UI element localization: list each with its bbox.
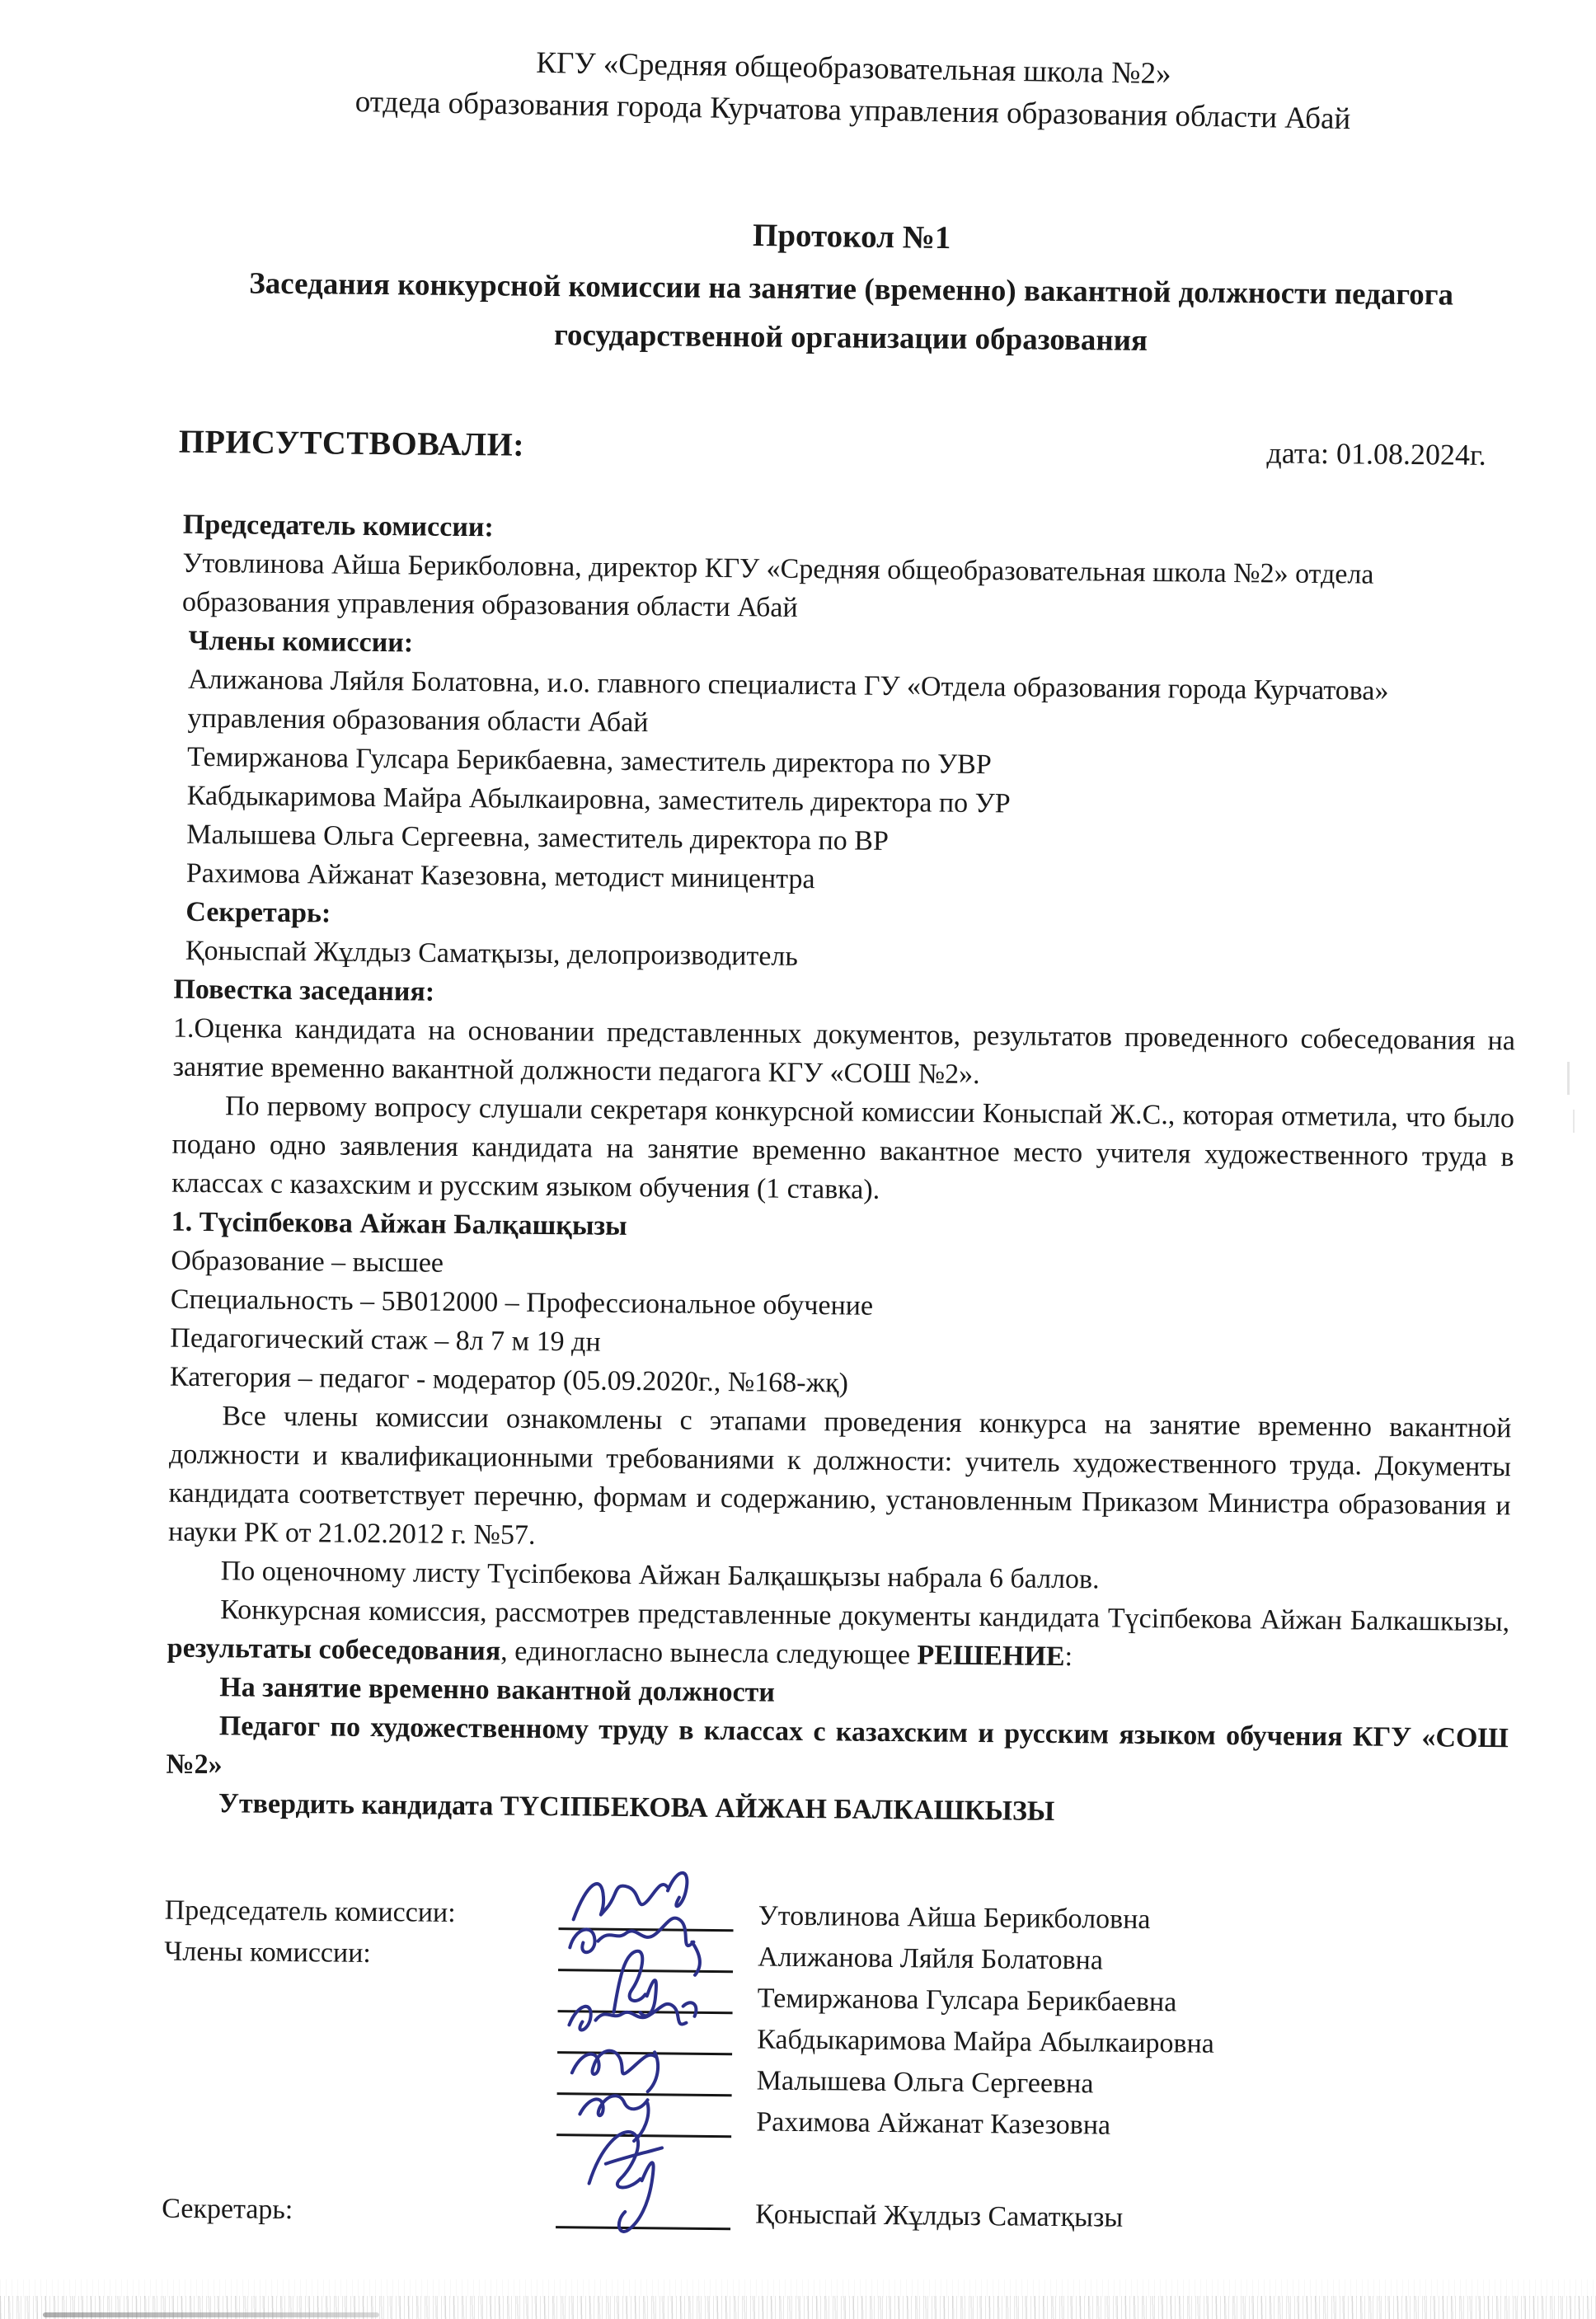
signature-label-empty [162,2133,556,2137]
member-line: Темиржанова Гулсара Берикбаевна, заместитель директора по УВР [186,741,992,781]
org-name-line2: отдеда образования города Курчатова управления образования области Абай [354,84,1351,137]
candidate-specialty: Специальность – 5В012000 – Профессиональное обучение [170,1284,874,1321]
signature-name: Алижанова Ляйля Болатовна [758,1941,1104,1976]
signature-name: Темиржанова Гулсара Берикбаевна [757,1983,1177,2018]
signature-label-chair: Председатель комиссии: [164,1894,456,1928]
signature-line [556,2178,731,2230]
signature-row-secretary [162,2177,1504,2238]
scan-noise-band [0,2279,1596,2298]
decision-line-1: На занятие временно вакантной должности [219,1672,776,1708]
agenda-label: Повестка заседания: [173,974,435,1007]
chair-label: Председатель комиссии: [182,509,494,543]
signature-label-secretary: Секретарь: [162,2193,293,2226]
attended-label: ПРИСУТСТВОВАЛИ: [178,422,525,463]
date-label: дата: 01.08.2024г. [1266,436,1486,472]
document-body [166,505,1520,1836]
scan-corner-smudge [43,2312,379,2317]
signature-name: Рахимова Айжанат Казезовна [756,2106,1111,2141]
paragraph-decision-intro [167,1590,1510,1681]
decision-intro-colon: : [1064,1641,1073,1673]
candidate-heading: 1. Түсіпбекова Айжан Балқашқызы [171,1206,627,1242]
signature-name: Кабдыкаримова Майра Абылкаировна [757,2024,1215,2059]
member-line: Малышева Ольга Сергеевна, заместитель директора по ВР [186,819,890,857]
scan-edge-artifact [1567,1062,1570,1095]
members-label: Члены комиссии: [188,625,414,659]
candidate-education: Образование – высшее [171,1245,444,1279]
protocol-title: Протокол №1 [752,217,951,256]
member-line: Кабдыкаримова Майра Абылкаировна, заместитель директора по УР [186,780,1011,819]
signature-name: Малышева Ольга Сергеевна [756,2065,1094,2100]
candidate-experience: Педагогический стаж – 8л 7 м 19 дн [170,1322,601,1358]
paragraph-requirements: Все члены комиссии ознакомлены с этапами проведения конкурса на занятие временно вакантной должности и квалификационными требованиями к должности: учитель художественного труда. Документы кандидата соответствует перечню, формам и содержанию, установленным Приказом Министра образования и науки РК от 21.02.2012 г. №57. [167,1401,1512,1551]
signature-label-members: Члены комиссии: [164,1936,371,1969]
decision-line-2: Педагог по художественному труду в классах с казахским и русским языком обучения КГУ «СОШ №2» [166,1711,1509,1781]
candidate-category: Категория – педагог - модератор (05.09.2020г., №168-жқ) [169,1361,849,1399]
signature-konyspay-ink [559,2114,716,2239]
protocol-subtitle: Заседания конкурсной комиссии на занятие (временно) вакантной должности педагога государственной организации образования [249,266,1454,358]
signature-name: Утовлинова Айша Берикболовна [758,1900,1151,1936]
decision-intro-bold-reshenie: РЕШЕНИЕ [917,1640,1065,1673]
org-name-line1: КГУ «Средняя общеобразовательная школа №2» [535,45,1171,92]
agenda-item-1: 1.Оценка кандидата на основании представленных документов, результатов проведенного собеседования на занятие временно вакантной должности педагога КГУ «СОШ №2». [172,1012,1516,1091]
member-line: Рахимова Айжанат Казезовна, методист миницентра [185,857,815,895]
paragraph-score: По оценочному листу Түсіпбекова Айжан Балқашқызы набрала 6 баллов. [220,1556,1100,1595]
member-line: Алижанова Ляйля Болатовна, и.о. главного специалиста ГУ «Отдела образования города Курчатова» управления образования области Абай [187,664,1389,739]
paragraph-first-question: По первому вопросу слушали секретаря конкурсной комиссии Коныспай Ж.С., которая отметила, что было подано одно заявления кандидата на занятие временно вакантное место учителя художественного труда в классах с казахским и русским языком обучения (1 ставка). [171,1091,1515,1205]
signature-name: Қоныспай Жұлдыз Саматқызы [755,2199,1124,2233]
secretary-label: Секретарь: [185,896,331,929]
decision-intro-text: Конкурсная комиссия, рассмотрев представленные документы кандидата Түсіпбекова Айжан Балкашкызы, [220,1594,1510,1638]
scan-edge-artifact [1573,1110,1575,1133]
signature-block [162,1885,1507,2238]
decision-intro-text2: , единогласно вынесла следующее [500,1636,918,1671]
secretary-line: Қоныспай Жұлдыз Саматқызы, делопроизводитель [185,935,799,972]
decision-intro-bold-interview: результаты собеседования [167,1632,501,1667]
chair-description: Утовлинова Айша Берикболовна, директор КГУ «Средняя общеобразовательная школа №2» отдела образования управления образования области Абай [181,547,1374,623]
attendance-row [179,422,1521,474]
organization-header [181,35,1525,143]
approve-line: Утвердить кандидата ТҮСІПБЕКОВА АЙЖАН БАЛКАШКЫЗЫ [218,1788,1055,1827]
